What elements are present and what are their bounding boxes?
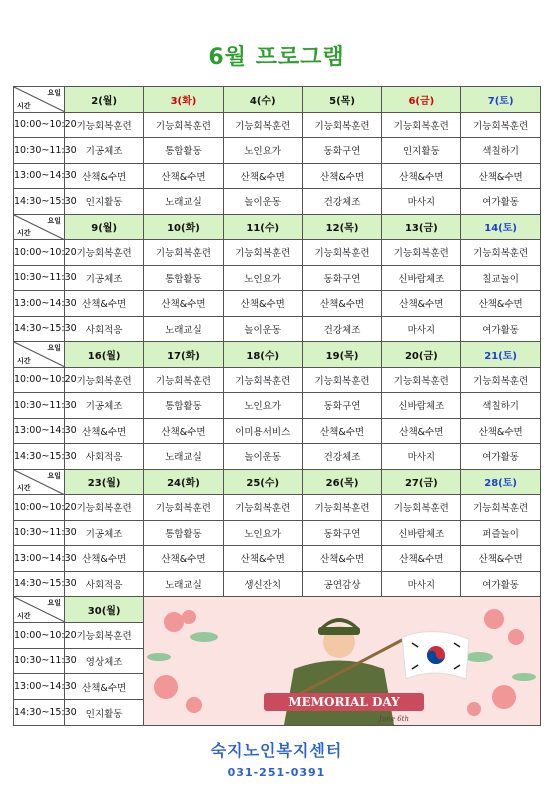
program-cell: 산책&수면 xyxy=(144,163,223,189)
program-cell: 산책&수면 xyxy=(144,546,223,572)
program-cell: 이미용서비스 xyxy=(223,418,302,444)
program-cell: 신바람체조 xyxy=(382,520,461,546)
schedule-row xyxy=(14,112,541,138)
program-cell: 산책&수면 xyxy=(382,163,461,189)
program-cell: 동화구연 xyxy=(302,265,381,291)
program-cell: 기공체조 xyxy=(65,265,144,291)
program-cell: 통합활동 xyxy=(144,393,223,419)
header-corner-cell xyxy=(14,87,65,113)
program-cell: 산책&수면 xyxy=(223,291,302,317)
program-cell: 기능회복훈련 xyxy=(144,112,223,138)
time-axis-label: 시간 xyxy=(17,356,31,365)
program-cell: 노인요가 xyxy=(223,138,302,164)
program-cell: 산책&수면 xyxy=(382,546,461,572)
day-header: 24(화) xyxy=(144,469,223,495)
schedule-row xyxy=(14,444,541,470)
program-cell: 건강체조 xyxy=(302,444,381,470)
day-header: 21(토) xyxy=(461,342,540,368)
program-cell: 노래교실 xyxy=(144,189,223,215)
program-cell: 기능회복훈련 xyxy=(144,495,223,521)
program-cell: 산책&수면 xyxy=(461,163,540,189)
day-header: 18(수) xyxy=(223,342,302,368)
day-header: 5(목) xyxy=(302,87,381,113)
program-cell: 산책&수면 xyxy=(461,291,540,317)
program-cell: 산책&수면 xyxy=(223,163,302,189)
day-header: 20(금) xyxy=(382,342,461,368)
day-axis-label: 요일 xyxy=(47,89,61,97)
time-slot: 14:30~15:30 xyxy=(14,444,65,470)
day-header: 7(토) xyxy=(461,87,540,113)
day-header: 14(토) xyxy=(461,214,540,240)
program-cell: 산책&수면 xyxy=(144,291,223,317)
program-cell: 기능회복훈련 xyxy=(302,367,381,393)
program-cell: 놀이운동 xyxy=(223,316,302,342)
day-header: 6(금) xyxy=(382,87,461,113)
schedule-row xyxy=(14,291,541,317)
time-slot: 14:30~15:30 xyxy=(14,189,65,215)
schedule-table xyxy=(13,86,541,726)
day-axis-label: 요일 xyxy=(47,216,61,225)
memorial-day-illustration xyxy=(144,597,540,725)
program-cell: 여가활동 xyxy=(461,571,540,597)
program-cell: 인지활동 xyxy=(382,138,461,164)
program-cell: 신바람체조 xyxy=(382,265,461,291)
program-cell: 산책&수면 xyxy=(144,418,223,444)
header-corner-cell xyxy=(14,342,65,368)
program-cell: 동화구연 xyxy=(302,138,381,164)
program-cell: 마사지 xyxy=(382,571,461,597)
program-cell: 산책&수면 xyxy=(382,418,461,444)
time-slot: 13:00~14:30 xyxy=(14,674,65,700)
program-cell: 색칠하기 xyxy=(461,138,540,164)
program-cell: 영상체조 xyxy=(65,648,144,674)
day-header: 12(목) xyxy=(302,214,381,240)
program-cell: 노래교실 xyxy=(144,316,223,342)
day-header: 19(목) xyxy=(302,342,381,368)
program-cell: 통합활동 xyxy=(144,138,223,164)
time-axis-label: 시간 xyxy=(17,229,31,237)
banner-date: June 6th xyxy=(379,715,410,723)
schedule-row xyxy=(14,163,541,189)
time-slot: 10:30~11:30 xyxy=(14,520,65,546)
program-cell: 기능회복훈련 xyxy=(65,240,144,266)
time-slot: 10:00~10:20 xyxy=(14,622,65,648)
program-cell: 여가활동 xyxy=(461,189,540,215)
program-cell: 칠교놀이 xyxy=(461,265,540,291)
day-header: 27(금) xyxy=(382,469,461,495)
day-header: 30(월) xyxy=(65,597,144,623)
program-cell: 산책&수면 xyxy=(65,546,144,572)
program-cell: 인지활동 xyxy=(65,700,144,726)
schedule-row xyxy=(14,265,541,291)
schedule-row xyxy=(14,240,541,266)
program-cell: 기능회복훈련 xyxy=(65,112,144,138)
program-cell: 기공체조 xyxy=(65,520,144,546)
banner-title: MEMORIAL DAY xyxy=(288,695,400,709)
time-axis-label: 시간 xyxy=(17,484,31,492)
schedule-row xyxy=(14,418,541,444)
program-cell: 산책&수면 xyxy=(302,546,381,572)
program-cell: 동화구연 xyxy=(302,520,381,546)
program-cell: 산책&수면 xyxy=(65,163,144,189)
day-header: 10(화) xyxy=(144,214,223,240)
program-cell: 마사지 xyxy=(382,444,461,470)
day-header: 3(화) xyxy=(144,87,223,113)
program-cell: 인지활동 xyxy=(65,189,144,215)
week-header-row xyxy=(14,214,541,240)
program-cell: 노래교실 xyxy=(144,571,223,597)
program-cell: 산책&수면 xyxy=(302,418,381,444)
program-cell: 통합활동 xyxy=(144,265,223,291)
program-cell: 생신잔치 xyxy=(223,571,302,597)
day-axis-label: 요일 xyxy=(47,471,61,480)
program-cell: 여가활동 xyxy=(461,316,540,342)
program-cell: 여가활동 xyxy=(461,444,540,470)
schedule-row xyxy=(14,520,541,546)
program-cell: 기능회복훈련 xyxy=(223,495,302,521)
time-slot: 13:00~14:30 xyxy=(14,291,65,317)
program-cell: 기능회복훈련 xyxy=(223,367,302,393)
program-cell: 마사지 xyxy=(382,189,461,215)
schedule-row xyxy=(14,189,541,215)
center-name: 숙지노인복지센터 xyxy=(210,741,343,760)
program-cell: 산책&수면 xyxy=(382,291,461,317)
week-header-row xyxy=(14,342,541,368)
program-cell: 동화구연 xyxy=(302,393,381,419)
program-cell: 기능회복훈련 xyxy=(65,495,144,521)
program-cell: 사회적응 xyxy=(65,571,144,597)
time-slot: 10:00~10:20 xyxy=(14,112,65,138)
program-cell: 노인요가 xyxy=(223,393,302,419)
program-cell: 사회적응 xyxy=(65,444,144,470)
program-cell: 기능회복훈련 xyxy=(65,367,144,393)
program-cell: 기능회복훈련 xyxy=(382,240,461,266)
week-header-row xyxy=(14,597,541,623)
week-header-row xyxy=(14,87,541,113)
program-cell: 기공체조 xyxy=(65,138,144,164)
program-cell: 기능회복훈련 xyxy=(302,112,381,138)
memorial-day-banner xyxy=(144,597,540,726)
day-header: 25(수) xyxy=(223,469,302,495)
program-cell: 공연감상 xyxy=(302,571,381,597)
time-slot: 14:30~15:30 xyxy=(14,571,65,597)
schedule-row xyxy=(14,367,541,393)
program-cell: 산책&수면 xyxy=(65,418,144,444)
program-cell: 사회적응 xyxy=(65,316,144,342)
day-header: 4(수) xyxy=(223,87,302,113)
program-cell: 산책&수면 xyxy=(461,546,540,572)
day-header: 2(월) xyxy=(65,87,144,113)
day-header: 9(월) xyxy=(65,214,144,240)
program-cell: 색칠하기 xyxy=(461,393,540,419)
program-cell: 산책&수면 xyxy=(302,291,381,317)
program-cell: 기능회복훈련 xyxy=(382,112,461,138)
header-corner-cell xyxy=(14,597,65,623)
program-cell: 퍼즐놀이 xyxy=(461,520,540,546)
time-axis-label: 시간 xyxy=(17,101,31,110)
time-slot: 10:00~10:20 xyxy=(14,495,65,521)
program-cell: 건강체조 xyxy=(302,189,381,215)
program-cell: 산책&수면 xyxy=(223,546,302,572)
program-cell: 마사지 xyxy=(382,316,461,342)
week-header-row xyxy=(14,469,541,495)
korean-flag-icon xyxy=(402,631,469,679)
time-slot: 10:30~11:30 xyxy=(14,393,65,419)
time-slot: 14:30~15:30 xyxy=(14,700,65,726)
program-cell: 노인요가 xyxy=(223,520,302,546)
schedule-row xyxy=(14,138,541,164)
time-slot: 10:30~11:30 xyxy=(14,138,65,164)
schedule-row xyxy=(14,571,541,597)
day-header: 26(목) xyxy=(302,469,381,495)
program-cell: 기능회복훈련 xyxy=(65,622,144,648)
schedule-row xyxy=(14,495,541,521)
program-cell: 기능회복훈련 xyxy=(461,240,540,266)
program-cell: 기능회복훈련 xyxy=(461,367,540,393)
time-slot: 13:00~14:30 xyxy=(14,163,65,189)
program-cell: 산책&수면 xyxy=(65,291,144,317)
time-slot: 13:00~14:30 xyxy=(14,546,65,572)
day-header: 17(화) xyxy=(144,342,223,368)
program-cell: 기공체조 xyxy=(65,393,144,419)
day-header: 13(금) xyxy=(382,214,461,240)
program-cell: 기능회복훈련 xyxy=(382,495,461,521)
program-cell: 기능회복훈련 xyxy=(302,495,381,521)
time-slot: 10:00~10:20 xyxy=(14,240,65,266)
day-axis-label: 요일 xyxy=(47,599,61,607)
program-cell: 기능회복훈련 xyxy=(144,240,223,266)
program-cell: 기능회복훈련 xyxy=(461,112,540,138)
page-title: 6월 프로그램 xyxy=(208,45,345,70)
program-cell: 노인요가 xyxy=(223,265,302,291)
time-slot: 13:00~14:30 xyxy=(14,418,65,444)
program-cell: 건강체조 xyxy=(302,316,381,342)
time-slot: 10:30~11:30 xyxy=(14,265,65,291)
program-cell: 놀이운동 xyxy=(223,189,302,215)
program-cell: 놀이운동 xyxy=(223,444,302,470)
program-cell: 기능회복훈련 xyxy=(144,367,223,393)
time-axis-label: 시간 xyxy=(17,611,31,620)
program-cell: 산책&수면 xyxy=(461,418,540,444)
center-phone: 031-251-0391 xyxy=(227,766,326,779)
program-cell: 기능회복훈련 xyxy=(382,367,461,393)
program-cell: 기능회복훈련 xyxy=(302,240,381,266)
program-cell: 산책&수면 xyxy=(65,674,144,700)
schedule-row xyxy=(14,393,541,419)
day-header: 16(월) xyxy=(65,342,144,368)
time-slot: 10:30~11:30 xyxy=(14,648,65,674)
time-slot: 14:30~15:30 xyxy=(14,316,65,342)
program-cell: 산책&수면 xyxy=(302,163,381,189)
day-header: 23(월) xyxy=(65,469,144,495)
program-cell: 신바람체조 xyxy=(382,393,461,419)
program-cell: 기능회복훈련 xyxy=(223,240,302,266)
day-axis-label: 요일 xyxy=(47,344,61,352)
schedule-row xyxy=(14,546,541,572)
day-header: 28(토) xyxy=(461,469,540,495)
day-header: 11(수) xyxy=(223,214,302,240)
header-corner-cell xyxy=(14,214,65,240)
program-cell: 노래교실 xyxy=(144,444,223,470)
program-cell: 기능회복훈련 xyxy=(461,495,540,521)
schedule-row xyxy=(14,316,541,342)
time-slot: 10:00~10:20 xyxy=(14,367,65,393)
program-cell: 기능회복훈련 xyxy=(223,112,302,138)
program-cell: 통합활동 xyxy=(144,520,223,546)
header-corner-cell xyxy=(14,469,65,495)
